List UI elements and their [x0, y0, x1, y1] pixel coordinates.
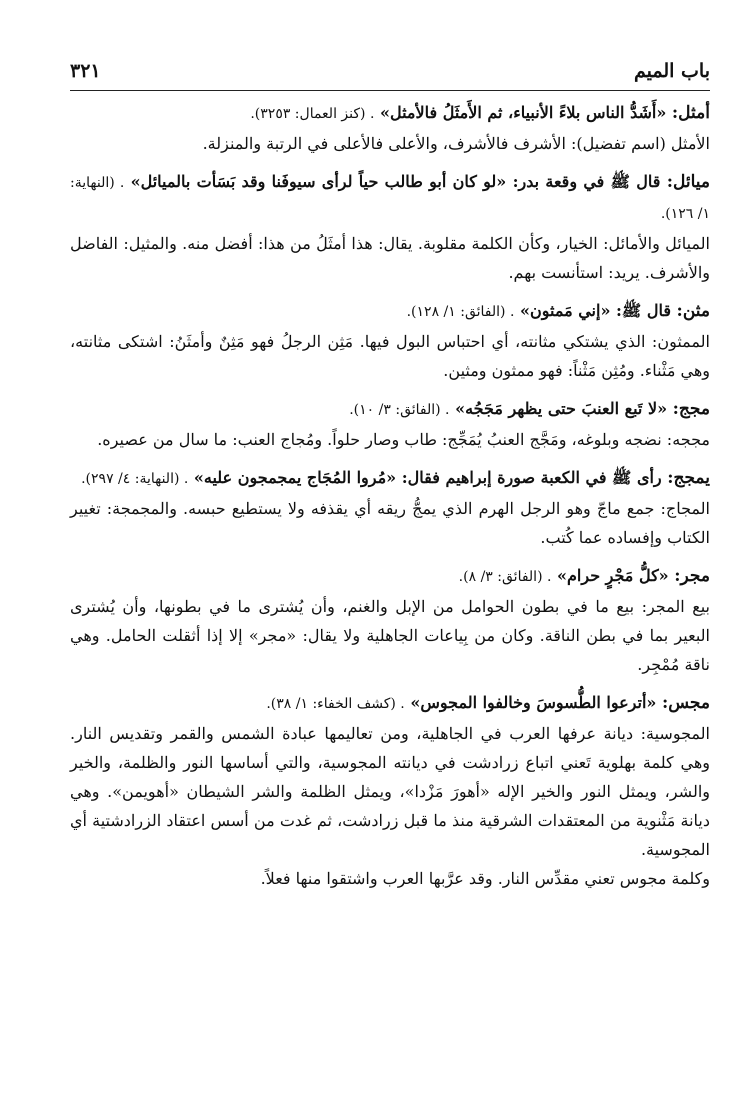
header-rule [70, 90, 710, 91]
head-word: أمثل: [671, 103, 710, 123]
entry-heading-line [70, 688, 710, 719]
head-word: مجج: [672, 399, 710, 419]
hadith-quote: «لا تَبع العنبَ حتى يظهر مَجَجُه» [449, 399, 673, 418]
entry-heading-line [70, 394, 710, 425]
source-reference: . (كشف الخفاء: ١/ ٣٨). [266, 696, 405, 712]
hadith-quote: «كلُّ مَجْرٍ حرام» [551, 566, 675, 585]
entry-heading-line [70, 296, 710, 327]
head-word: ميائل: [666, 172, 710, 192]
entry-definition: بيع المجر: بيع ما في بطون الحوامل من الإبل والغنم، وأن يُشترى ما في بطونها، وأن يُشترى البعير بما في بطن الناقة. وكان من بِياعات الجاهلية ولا يقال: «مجر» إلا إذا أثقلت الحامل. وهي ناقة مُمْجِر. [70, 597, 710, 674]
page-content [70, 98, 710, 893]
hadith-quote: قال ﷺ في وقعة بدر: «لو كان أبو طالب حياً لرأى سيوفَنا وقد بَسَأت بالميائل» [124, 172, 667, 191]
hadith-quote: رأى ﷺ في الكعبة صورة إبراهيم فقال: «مُروا المُجَاج يمجمجون عليه» [188, 468, 668, 487]
entry-definition: الممثون: الذي يشتكي مثانته، أي احتباس البول فيها. مَثِن الرجلُ فهو مَثِنٌ وأمثَنُ: اشتكى مثانته، وهي مَثْناء. ومُثِن مَثْناً: فهو ممثون ومثين. [70, 332, 710, 380]
section-title: باب الميم [633, 60, 710, 82]
entry-majr [70, 561, 710, 679]
hadith-quote: «أترعوا الطُّسوسَ وخالفوا المجوس» [404, 693, 662, 712]
source-reference: . (النهاية: ١/ ١٢٦). [70, 175, 710, 222]
head-word: مثن: [676, 301, 710, 321]
source-reference: . (كنز العمال: ٣٢٥٣). [250, 106, 375, 122]
entry-yamjaj [70, 463, 710, 552]
entry-heading-line [70, 98, 710, 129]
entry-definition: مججه: نضجه وبلوغه، ومَجَّج العنبُ يُمَجِّج: طاب وصار حلواً. ومُجاج العنب: ما سال من عصيره. [97, 430, 710, 449]
entry-definition: المجوسية: ديانة عرفها العرب في الجاهلية، ومن تعاليمها عبادة الشمس والقمر وتقديس النار. وهي كلمة بهلوية تَعني اتباع زرادشت في ديانته المجوسية، والتي أساسها النور والظلمة، والخير والشر، ويمثل النور والخير الإله «أهورَ مَزْدا»، ويمثل الظلمة والشر الشيطان «أهويمن». وهي ديانة مَثْنوية من المعتقدات الشرقية منذ ما قبل زرادشت، ثم غدت من أسس اعتقاد الزرادشتية أي المجوسية. [70, 724, 710, 859]
source-reference: . (الفائق: ٣/ ٨). [458, 569, 552, 585]
entry-amthal [70, 98, 710, 158]
entry-majas [70, 688, 710, 893]
entry-heading-line [70, 167, 710, 229]
hadith-quote: «أَشَدُّ الناس بلاءً الأنبياء، ثم الأَمثَلُ فالأمثل» [374, 103, 672, 122]
entry-definition: المجاج: جمع ماجّ وهو الرجل الهرم الذي يمجُّ ريقه أي يقذفه ولا يستطيع حبسه. والمجمجة: تغيير الكتاب وإفساده عما كُتب. [70, 499, 710, 547]
source-reference: . (الفائق: ٣/ ١٠). [349, 402, 450, 418]
hadith-quote: قال ﷺ: «إني مَمثون» [514, 301, 677, 320]
source-reference: . (النهاية: ٤/ ٢٩٧). [81, 471, 189, 487]
entry-definition: الميائل والأمائل: الخيار، وكأن الكلمة مقلوبة. يقال: هذا أمثَلُ من هذا: أفضل منه. والمثيل: الفاضل والأشرف. يريد: استأنست بهم. [70, 234, 710, 282]
source-reference: . (الفائق: ١/ ١٢٨). [406, 304, 515, 320]
entry-definition-continued: وكلمة مجوس تعني مقدِّس النار. وقد عرَّبها العرب واشتقوا منها فعلاً. [260, 869, 710, 888]
book-page [70, 56, 710, 888]
entry-definition: الأمثل (اسم تفضيل): الأشرف فالأشرف، والأعلى فالأعلى في الرتبة والمنزلة. [202, 134, 710, 153]
entry-heading-line [70, 463, 710, 494]
page-header [70, 56, 710, 88]
head-word: مجس: [661, 693, 710, 713]
head-word: يمجج: [667, 468, 710, 488]
entry-mayail [70, 167, 710, 287]
entry-majaj [70, 394, 710, 454]
head-word: مجر: [674, 566, 710, 586]
entry-mathan [70, 296, 710, 385]
page-number: ٣٢١ [70, 60, 101, 82]
entry-heading-line [70, 561, 710, 592]
